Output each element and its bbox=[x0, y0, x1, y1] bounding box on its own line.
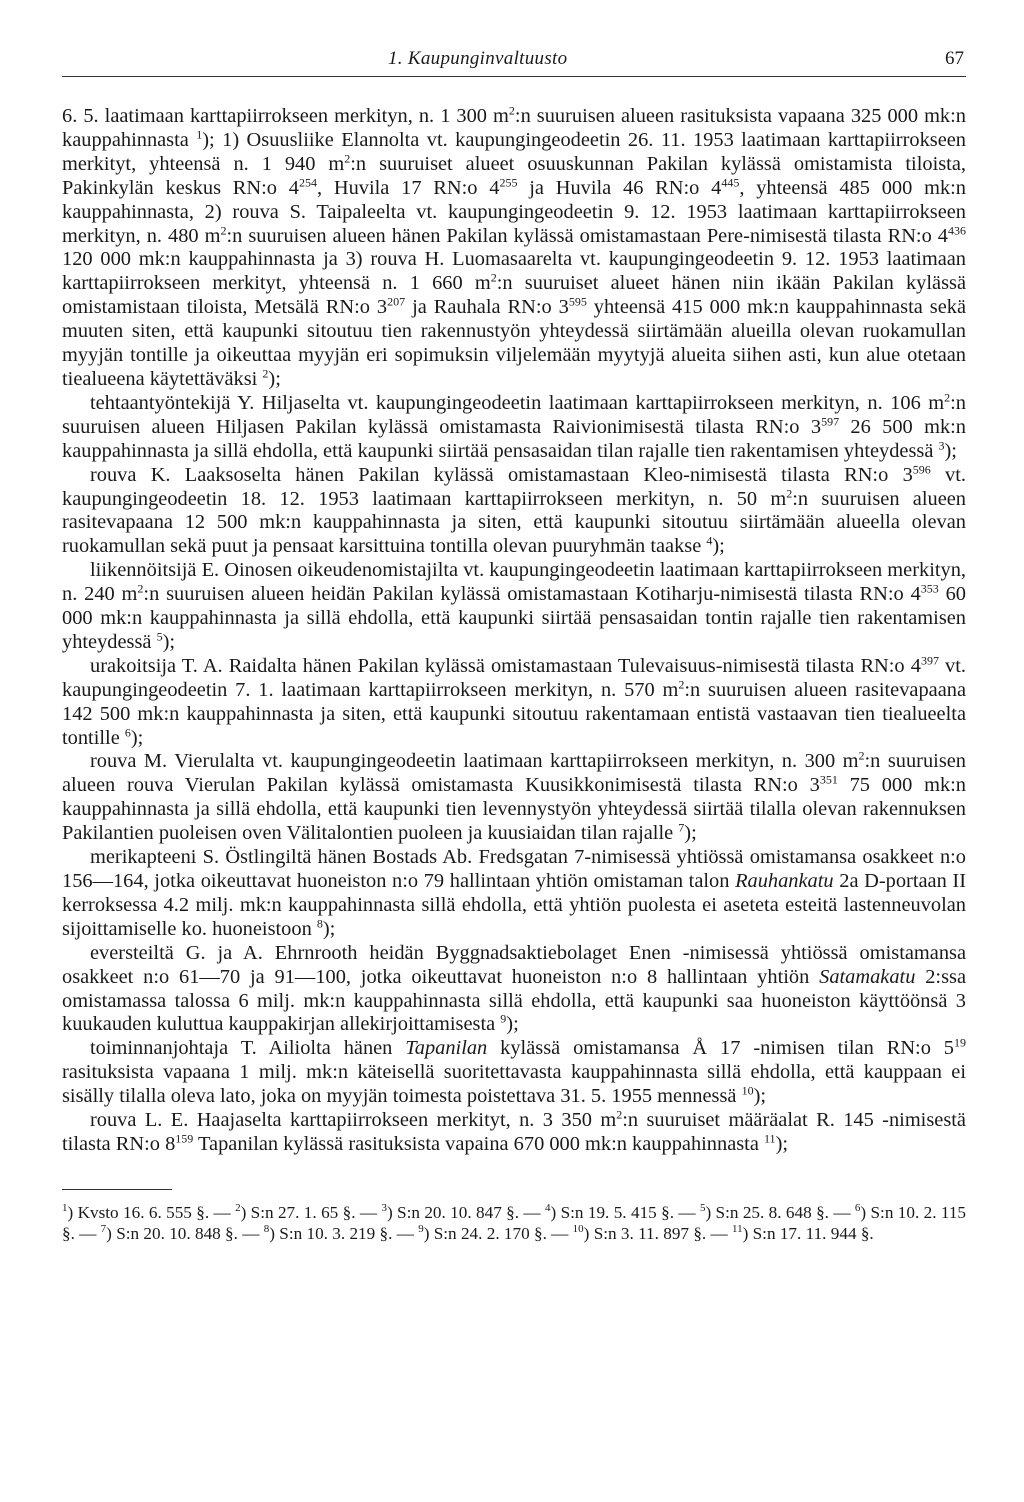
paragraph-3: rouva K. Laaksoselta hänen Pakilan kylässä omistamastaan Kleo-nimisestä tilasta RN:o $3^{596}$ vt. kaupungingeodeetin 18. 12. 1953 laatimaan karttapiirrokseen merkityn, n. 50 $m^2:n$ suuruisen alueen rasitevapaana 12 500 mk:n kauppahinnasta ja siten, että kaupunki sitoutuu siirtämään alueella olevan ruokamullan sekä puut ja pensaat karsittuina tontilla olevan puuryhmän taakse $^4$); bbox=[62, 462, 967, 558]
body-text bbox=[62, 105, 966, 1157]
page bbox=[62, 40, 966, 1245]
paragraph-2: tehtaantyöntekijä Y. Hiljaselta vt. kaupungingeodeetin laatimaan karttapiirrokseen merkityn, n. 106 $m^2:n$ suuruisen alueen Hiljasen Pakilan kylässä omistamasta Raivionimisestä tilasta RN:o $3^{597}$ 26 500 mk:n kauppahinnasta ja sillä ehdolla, että kaupunki siirtää pensasaidan tilan rajalle tien rakentamisen yhteydessä $^3$); bbox=[62, 390, 967, 462]
footnote-divider bbox=[62, 1189, 172, 1190]
paragraph-4: liikennöitsijä E. Oinosen oikeudenomistajilta vt. kaupungingeodeetin laatimaan karttapiirrokseen merkityn, n. 240 $m^2:n$ suuruisen alueen heidän Pakilan kylässä omistamastaan Kotiharju-nimisestä tilasta RN:o $4^{353}$ 60 000 mk:n kauppahinnasta ja sillä ehdolla, että kaupunki siirtää pensasaidan tontin rajalle tien rakentamisen yhteydessä $^5$); bbox=[62, 559, 967, 653]
page-number: 67 bbox=[945, 48, 964, 69]
footnotes bbox=[62, 1202, 966, 1245]
paragraph-6: rouva M. Vierulalta vt. kaupungingeodeetin laatimaan karttapiirrokseen merkityn, n. 300 $m^2:n$ suuruisen alueen rouva Vierulan Pakilan kylässä omistamasta Kuusikkonimisestä tilasta RN:o $3^{351}$ 75 000 mk:n kauppahinnasta ja sillä ehdolla, että kaupunki tien levennystyön yhteydessä siirtää tilalla olevan rakennuksen Pakilantien puoleisen oven Välitalontien puoleen ja kuusiaidan tilan rajalle $^7$); bbox=[62, 749, 967, 845]
section-title: 1. Kaupunginvaltuusto bbox=[388, 48, 568, 69]
paragraph-9: toiminnanjohtaja T. Ailiolta hänen Tapanilan kylässä omistamansa Å 17 -nimisen tilan RN:o $5^{19}$ rasituksista vapaana 1 milj. mk:n käteisellä suoritettavasta kauppahinnasta sillä ehdolla, että kauppaan ei sisälly tilalla oleva lato, joka on myyjän toimesta poistettava 31. 5. 1955 mennessä $^{10}$); bbox=[62, 1035, 966, 1108]
paragraph-7: merikapteeni S. Östlingiltä hänen Bostads Ab. Fredsgatan 7-nimisessä yhtiössä omistamansa osakkeet n:o 156—164, jotka oikeuttavat huoneiston n:o 79 hallintaan yhtiön omistaman talon Rauhankatu 2a D-portaan II kerroksessa 4.2 milj. mk:n kauppahinnasta sillä ehdolla, että yhtiön puolesta ei aseteta esteitä lastenneuvolan sijoittamiselle ko. huoneistoon $^8$); bbox=[62, 846, 966, 940]
paragraph-10: rouva L. E. Haajaselta karttapiirrokseen merkityt, n. 3 350 $m^2:n$ suuruiset määräalat R. 145 -nimisestä tilasta RN:o $8^{159}$ Tapanilan kylässä rasituksista vapaina 670 000 mk:n kauppahinnasta $^{11}$); bbox=[62, 1107, 966, 1155]
running-header bbox=[62, 40, 966, 77]
paragraph-5: urakoitsija T. A. Raidalta hänen Pakilan kylässä omistamastaan Tulevaisuus-nimisestä tilasta RN:o $4^{397}$ vt. kaupungingeodeetin 7. 1. laatimaan karttapiirrokseen merkityn, n. 570 $m^2:n$ suuruisen alueen rasitevapaana 142 500 mk:n kauppahinnasta ja siten, että kaupunki sitoutuu rakentamaan entistä vastaavan tien tiealueelta tontille $^6$); bbox=[62, 653, 966, 749]
footnote-text: $^1$) Kvsto 16. 6. 555 §. — $^2$) S:n 27. 1. 65 §. — $^3$) S:n 20. 10. 847 §. — $^4$) S:n 19. 5. 415 §. — $^5$) S:n 25. 8. 648 §. — $^6$) S:n 10. 2. 115 §. — $^7$) S:n 20. 10. 848 §. — $^8$) S:n 10. 3. 219 §. — $^9$) S:n 24. 2. 170 §. — $^{10}$) S:n 3. 11. 897 §. — $^{11}$) S:n 17. 11. 944 §. bbox=[62, 1202, 967, 1244]
paragraph-8: eversteiltä G. ja A. Ehrnrooth heidän Byggnadsaktiebolaget Enen -nimisessä yhtiössä omistamansa osakkeet n:o 61—70 ja 91—100, jotka oikeuttavat huoneiston n:o 8 hallintaan yhtiön Satamakatu 2:ssa omistamassa talossa 6 milj. mk:n kauppahinnasta sillä ehdolla, että kaupunki saa huoneiston käyttöönsä 3 kuukauden kuluttua kauppakirjan allekirjoittamisesta $^9$); bbox=[62, 941, 967, 1036]
paragraph-1: 6. 5. laatimaan karttapiirrokseen merkityn, n. 1 300 $m^2:n$ suuruisen alueen rasituksista vapaana 325 000 mk:n kauppahinnasta $^1$); 1) Osuusliike Elannolta vt. kaupungingeodeetin 26. 11. 1953 laatimaan karttapiirrokseen merkityt, yhteensä n. 1 940 $m^2:n$ suuruiset alueet osuuskunnan Pakilan kylässä omistamista tiloista, Pakinkylän keskus RN:o $4^{254}$, Huvila 17 RN:o $4^{255}$ ja Huvila 46 RN:o $4^{445}$, yhteensä 485 000 mk:n kauppahinnasta, 2) rouva S. Taipaleelta vt. kaupungingeodeetin 9. 12. 1953 laatimaan karttapiirrokseen merkityn, n. 480 $m^2:n$ suuruisen alueen hänen Pakilan kylässä omistamastaan Pere-nimisestä tilasta RN:o $4^{436}$ 120 000 mk:n kauppahinnasta ja 3) rouva H. Luomasaarelta vt. kaupungingeodeetin 9. 12. 1953 laatimaan karttapiirrokseen merkityt, yhteensä n. 1 660 $m^2:n$ suuruiset alueet hänen niin ikään Pakilan kylässä omistamistaan tiloista, Metsälä RN:o $3^{207}$ ja Rauhala RN:o $3^{595}$ yhteensä 415 000 mk:n kauppahinnasta sekä muuten siten, että kaupunki sitoutuu tien rakennustyön yhteydessä siirtämään alueilla olevan ruokamullan myyjän tontille ja oikeuttaa myyjän eri sopimuksin viljelemään myytyjä alueita siihen asti, kun alue otetaan tiealueena käytettäväksi $^2$); bbox=[62, 103, 967, 390]
